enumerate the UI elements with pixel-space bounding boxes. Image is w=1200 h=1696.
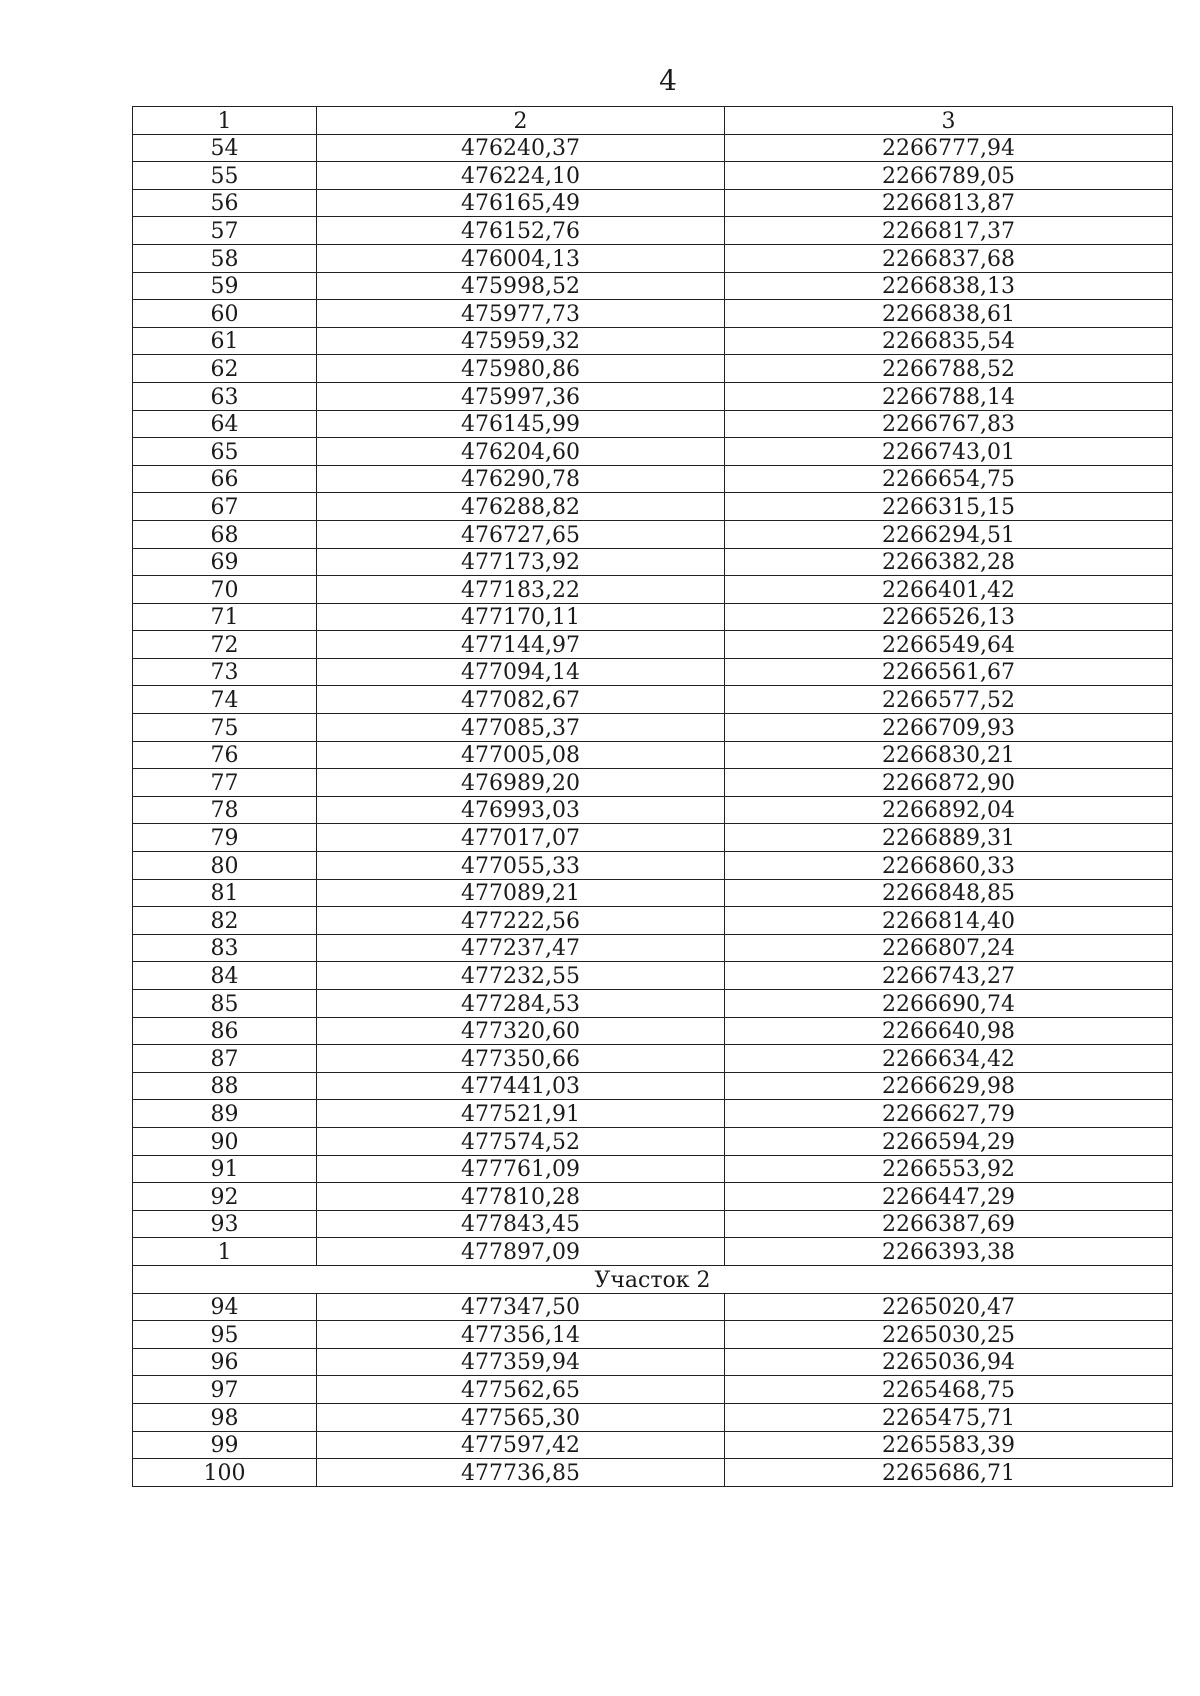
y-coordinate-cell: 2265686,71 bbox=[725, 1459, 1173, 1487]
x-coordinate-cell: 477597,42 bbox=[317, 1431, 725, 1459]
table-row bbox=[133, 1459, 1173, 1487]
table-row bbox=[133, 1238, 1173, 1266]
table-row bbox=[133, 1376, 1173, 1404]
table-row bbox=[133, 382, 1173, 410]
point-number-cell: 81 bbox=[133, 879, 317, 907]
point-number-cell: 93 bbox=[133, 1210, 317, 1238]
x-coordinate-cell: 476290,78 bbox=[317, 465, 725, 493]
x-coordinate-cell: 476152,76 bbox=[317, 217, 725, 245]
x-coordinate-cell: 477897,09 bbox=[317, 1238, 725, 1266]
table-row bbox=[133, 631, 1173, 659]
point-number-cell: 80 bbox=[133, 852, 317, 880]
point-number-cell: 74 bbox=[133, 686, 317, 714]
x-coordinate-cell: 477347,50 bbox=[317, 1293, 725, 1321]
table-row bbox=[133, 548, 1173, 576]
y-coordinate-cell: 2266788,52 bbox=[725, 355, 1173, 383]
x-coordinate-cell: 477089,21 bbox=[317, 879, 725, 907]
table-row bbox=[133, 300, 1173, 328]
x-coordinate-cell: 475959,32 bbox=[317, 327, 725, 355]
x-coordinate-cell: 476240,37 bbox=[317, 134, 725, 162]
point-number-cell: 76 bbox=[133, 741, 317, 769]
table-row bbox=[133, 796, 1173, 824]
y-coordinate-cell: 2265036,94 bbox=[725, 1348, 1173, 1376]
x-coordinate-cell: 476204,60 bbox=[317, 438, 725, 466]
table-row bbox=[133, 1100, 1173, 1128]
x-coordinate-cell: 477005,08 bbox=[317, 741, 725, 769]
point-number-cell: 97 bbox=[133, 1376, 317, 1404]
point-number-cell: 67 bbox=[133, 493, 317, 521]
table-row bbox=[133, 465, 1173, 493]
table-row bbox=[133, 741, 1173, 769]
section-row bbox=[133, 1265, 1173, 1293]
y-coordinate-cell: 2266577,52 bbox=[725, 686, 1173, 714]
point-number-cell: 91 bbox=[133, 1155, 317, 1183]
point-number-cell: 62 bbox=[133, 355, 317, 383]
coordinates-table bbox=[132, 106, 1173, 1487]
y-coordinate-cell: 2266835,54 bbox=[725, 327, 1173, 355]
x-coordinate-cell: 477810,28 bbox=[317, 1183, 725, 1211]
point-number-cell: 79 bbox=[133, 824, 317, 852]
point-number-cell: 63 bbox=[133, 382, 317, 410]
y-coordinate-cell: 2266393,38 bbox=[725, 1238, 1173, 1266]
point-number-cell: 68 bbox=[133, 520, 317, 548]
y-coordinate-cell: 2265475,71 bbox=[725, 1403, 1173, 1431]
coordinates-table-body bbox=[133, 107, 1173, 1487]
y-coordinate-cell: 2266814,40 bbox=[725, 907, 1173, 935]
y-coordinate-cell: 2266401,42 bbox=[725, 576, 1173, 604]
y-coordinate-cell: 2266634,42 bbox=[725, 1045, 1173, 1073]
point-number-cell: 94 bbox=[133, 1293, 317, 1321]
y-coordinate-cell: 2266743,01 bbox=[725, 438, 1173, 466]
table-row bbox=[133, 1210, 1173, 1238]
table-row bbox=[133, 162, 1173, 190]
point-number-cell: 83 bbox=[133, 934, 317, 962]
table-header-row bbox=[133, 107, 1173, 135]
table-row bbox=[133, 962, 1173, 990]
x-coordinate-cell: 477843,45 bbox=[317, 1210, 725, 1238]
table-row bbox=[133, 410, 1173, 438]
x-coordinate-cell: 477761,09 bbox=[317, 1155, 725, 1183]
x-coordinate-cell: 477521,91 bbox=[317, 1100, 725, 1128]
x-coordinate-cell: 477736,85 bbox=[317, 1459, 725, 1487]
point-number-cell: 95 bbox=[133, 1321, 317, 1349]
point-number-cell: 72 bbox=[133, 631, 317, 659]
table-row bbox=[133, 686, 1173, 714]
y-coordinate-cell: 2266549,64 bbox=[725, 631, 1173, 659]
y-coordinate-cell: 2266594,29 bbox=[725, 1127, 1173, 1155]
point-number-cell: 69 bbox=[133, 548, 317, 576]
table-row bbox=[133, 769, 1173, 797]
table-row bbox=[133, 272, 1173, 300]
x-coordinate-cell: 476145,99 bbox=[317, 410, 725, 438]
point-number-cell: 100 bbox=[133, 1459, 317, 1487]
point-number-cell: 77 bbox=[133, 769, 317, 797]
table-row bbox=[133, 327, 1173, 355]
y-coordinate-cell: 2266526,13 bbox=[725, 603, 1173, 631]
point-number-cell: 1 bbox=[133, 1238, 317, 1266]
y-coordinate-cell: 2266872,90 bbox=[725, 769, 1173, 797]
point-number-cell: 64 bbox=[133, 410, 317, 438]
y-coordinate-cell: 2266837,68 bbox=[725, 244, 1173, 272]
point-number-cell: 78 bbox=[133, 796, 317, 824]
x-coordinate-cell: 477237,47 bbox=[317, 934, 725, 962]
x-coordinate-cell: 477144,97 bbox=[317, 631, 725, 659]
y-coordinate-cell: 2266382,28 bbox=[725, 548, 1173, 576]
x-coordinate-cell: 476727,65 bbox=[317, 520, 725, 548]
y-coordinate-cell: 2266654,75 bbox=[725, 465, 1173, 493]
point-number-cell: 59 bbox=[133, 272, 317, 300]
table-row bbox=[133, 493, 1173, 521]
x-coordinate-cell: 477284,53 bbox=[317, 990, 725, 1018]
y-coordinate-cell: 2266294,51 bbox=[725, 520, 1173, 548]
x-coordinate-cell: 477085,37 bbox=[317, 714, 725, 742]
table-row bbox=[133, 990, 1173, 1018]
x-coordinate-cell: 476288,82 bbox=[317, 493, 725, 521]
point-number-cell: 61 bbox=[133, 327, 317, 355]
section-title: Участок 2 bbox=[133, 1265, 1173, 1293]
header-cell-2: 2 bbox=[317, 107, 725, 135]
point-number-cell: 57 bbox=[133, 217, 317, 245]
x-coordinate-cell: 477574,52 bbox=[317, 1127, 725, 1155]
table-row bbox=[133, 1017, 1173, 1045]
y-coordinate-cell: 2266789,05 bbox=[725, 162, 1173, 190]
point-number-cell: 86 bbox=[133, 1017, 317, 1045]
x-coordinate-cell: 477222,56 bbox=[317, 907, 725, 935]
x-coordinate-cell: 476165,49 bbox=[317, 189, 725, 217]
point-number-cell: 58 bbox=[133, 244, 317, 272]
x-coordinate-cell: 476989,20 bbox=[317, 769, 725, 797]
point-number-cell: 60 bbox=[133, 300, 317, 328]
point-number-cell: 70 bbox=[133, 576, 317, 604]
y-coordinate-cell: 2266807,24 bbox=[725, 934, 1173, 962]
y-coordinate-cell: 2266690,74 bbox=[725, 990, 1173, 1018]
table-row bbox=[133, 1155, 1173, 1183]
x-coordinate-cell: 477017,07 bbox=[317, 824, 725, 852]
table-row bbox=[133, 438, 1173, 466]
table-row bbox=[133, 217, 1173, 245]
y-coordinate-cell: 2266447,29 bbox=[725, 1183, 1173, 1211]
y-coordinate-cell: 2266817,37 bbox=[725, 217, 1173, 245]
point-number-cell: 75 bbox=[133, 714, 317, 742]
table-row bbox=[133, 1127, 1173, 1155]
table-row bbox=[133, 934, 1173, 962]
table-row bbox=[133, 824, 1173, 852]
point-number-cell: 90 bbox=[133, 1127, 317, 1155]
y-coordinate-cell: 2265468,75 bbox=[725, 1376, 1173, 1404]
x-coordinate-cell: 475980,86 bbox=[317, 355, 725, 383]
x-coordinate-cell: 477082,67 bbox=[317, 686, 725, 714]
x-coordinate-cell: 477183,22 bbox=[317, 576, 725, 604]
table-row bbox=[133, 852, 1173, 880]
y-coordinate-cell: 2266838,13 bbox=[725, 272, 1173, 300]
point-number-cell: 98 bbox=[133, 1403, 317, 1431]
y-coordinate-cell: 2265020,47 bbox=[725, 1293, 1173, 1321]
y-coordinate-cell: 2266387,69 bbox=[725, 1210, 1173, 1238]
table-row bbox=[133, 355, 1173, 383]
point-number-cell: 82 bbox=[133, 907, 317, 935]
point-number-cell: 71 bbox=[133, 603, 317, 631]
table-row bbox=[133, 1293, 1173, 1321]
y-coordinate-cell: 2266743,27 bbox=[725, 962, 1173, 990]
y-coordinate-cell: 2266777,94 bbox=[725, 134, 1173, 162]
x-coordinate-cell: 476224,10 bbox=[317, 162, 725, 190]
x-coordinate-cell: 477441,03 bbox=[317, 1072, 725, 1100]
table-row bbox=[133, 1183, 1173, 1211]
y-coordinate-cell: 2266315,15 bbox=[725, 493, 1173, 521]
y-coordinate-cell: 2266629,98 bbox=[725, 1072, 1173, 1100]
x-coordinate-cell: 475977,73 bbox=[317, 300, 725, 328]
table-row bbox=[133, 1045, 1173, 1073]
table-row bbox=[133, 1072, 1173, 1100]
table-row bbox=[133, 603, 1173, 631]
x-coordinate-cell: 476004,13 bbox=[317, 244, 725, 272]
y-coordinate-cell: 2266860,33 bbox=[725, 852, 1173, 880]
y-coordinate-cell: 2266813,87 bbox=[725, 189, 1173, 217]
x-coordinate-cell: 477562,65 bbox=[317, 1376, 725, 1404]
table-row bbox=[133, 907, 1173, 935]
table-row bbox=[133, 714, 1173, 742]
point-number-cell: 88 bbox=[133, 1072, 317, 1100]
y-coordinate-cell: 2265030,25 bbox=[725, 1321, 1173, 1349]
point-number-cell: 55 bbox=[133, 162, 317, 190]
x-coordinate-cell: 477170,11 bbox=[317, 603, 725, 631]
point-number-cell: 66 bbox=[133, 465, 317, 493]
table-row bbox=[133, 1348, 1173, 1376]
table-row bbox=[133, 576, 1173, 604]
header-cell-3: 3 bbox=[725, 107, 1173, 135]
x-coordinate-cell: 477356,14 bbox=[317, 1321, 725, 1349]
header-cell-1: 1 bbox=[133, 107, 317, 135]
point-number-cell: 73 bbox=[133, 658, 317, 686]
point-number-cell: 87 bbox=[133, 1045, 317, 1073]
point-number-cell: 54 bbox=[133, 134, 317, 162]
y-coordinate-cell: 2266553,92 bbox=[725, 1155, 1173, 1183]
table-row bbox=[133, 1431, 1173, 1459]
y-coordinate-cell: 2266709,93 bbox=[725, 714, 1173, 742]
x-coordinate-cell: 475998,52 bbox=[317, 272, 725, 300]
table-row bbox=[133, 134, 1173, 162]
table-row bbox=[133, 1321, 1173, 1349]
x-coordinate-cell: 477173,92 bbox=[317, 548, 725, 576]
y-coordinate-cell: 2266848,85 bbox=[725, 879, 1173, 907]
x-coordinate-cell: 477094,14 bbox=[317, 658, 725, 686]
y-coordinate-cell: 2266838,61 bbox=[725, 300, 1173, 328]
point-number-cell: 56 bbox=[133, 189, 317, 217]
x-coordinate-cell: 477350,66 bbox=[317, 1045, 725, 1073]
table-row bbox=[133, 658, 1173, 686]
point-number-cell: 92 bbox=[133, 1183, 317, 1211]
y-coordinate-cell: 2266767,83 bbox=[725, 410, 1173, 438]
point-number-cell: 65 bbox=[133, 438, 317, 466]
y-coordinate-cell: 2266627,79 bbox=[725, 1100, 1173, 1128]
x-coordinate-cell: 477232,55 bbox=[317, 962, 725, 990]
x-coordinate-cell: 476993,03 bbox=[317, 796, 725, 824]
y-coordinate-cell: 2266830,21 bbox=[725, 741, 1173, 769]
y-coordinate-cell: 2266892,04 bbox=[725, 796, 1173, 824]
x-coordinate-cell: 477055,33 bbox=[317, 852, 725, 880]
y-coordinate-cell: 2266640,98 bbox=[725, 1017, 1173, 1045]
point-number-cell: 85 bbox=[133, 990, 317, 1018]
table-row bbox=[133, 244, 1173, 272]
table-row bbox=[133, 189, 1173, 217]
point-number-cell: 89 bbox=[133, 1100, 317, 1128]
x-coordinate-cell: 477320,60 bbox=[317, 1017, 725, 1045]
table-row bbox=[133, 1403, 1173, 1431]
x-coordinate-cell: 475997,36 bbox=[317, 382, 725, 410]
point-number-cell: 84 bbox=[133, 962, 317, 990]
table-row bbox=[133, 520, 1173, 548]
x-coordinate-cell: 477359,94 bbox=[317, 1348, 725, 1376]
point-number-cell: 99 bbox=[133, 1431, 317, 1459]
y-coordinate-cell: 2266788,14 bbox=[725, 382, 1173, 410]
y-coordinate-cell: 2266889,31 bbox=[725, 824, 1173, 852]
x-coordinate-cell: 477565,30 bbox=[317, 1403, 725, 1431]
y-coordinate-cell: 2265583,39 bbox=[725, 1431, 1173, 1459]
page-number: 4 bbox=[659, 64, 677, 97]
table-row bbox=[133, 879, 1173, 907]
y-coordinate-cell: 2266561,67 bbox=[725, 658, 1173, 686]
point-number-cell: 96 bbox=[133, 1348, 317, 1376]
